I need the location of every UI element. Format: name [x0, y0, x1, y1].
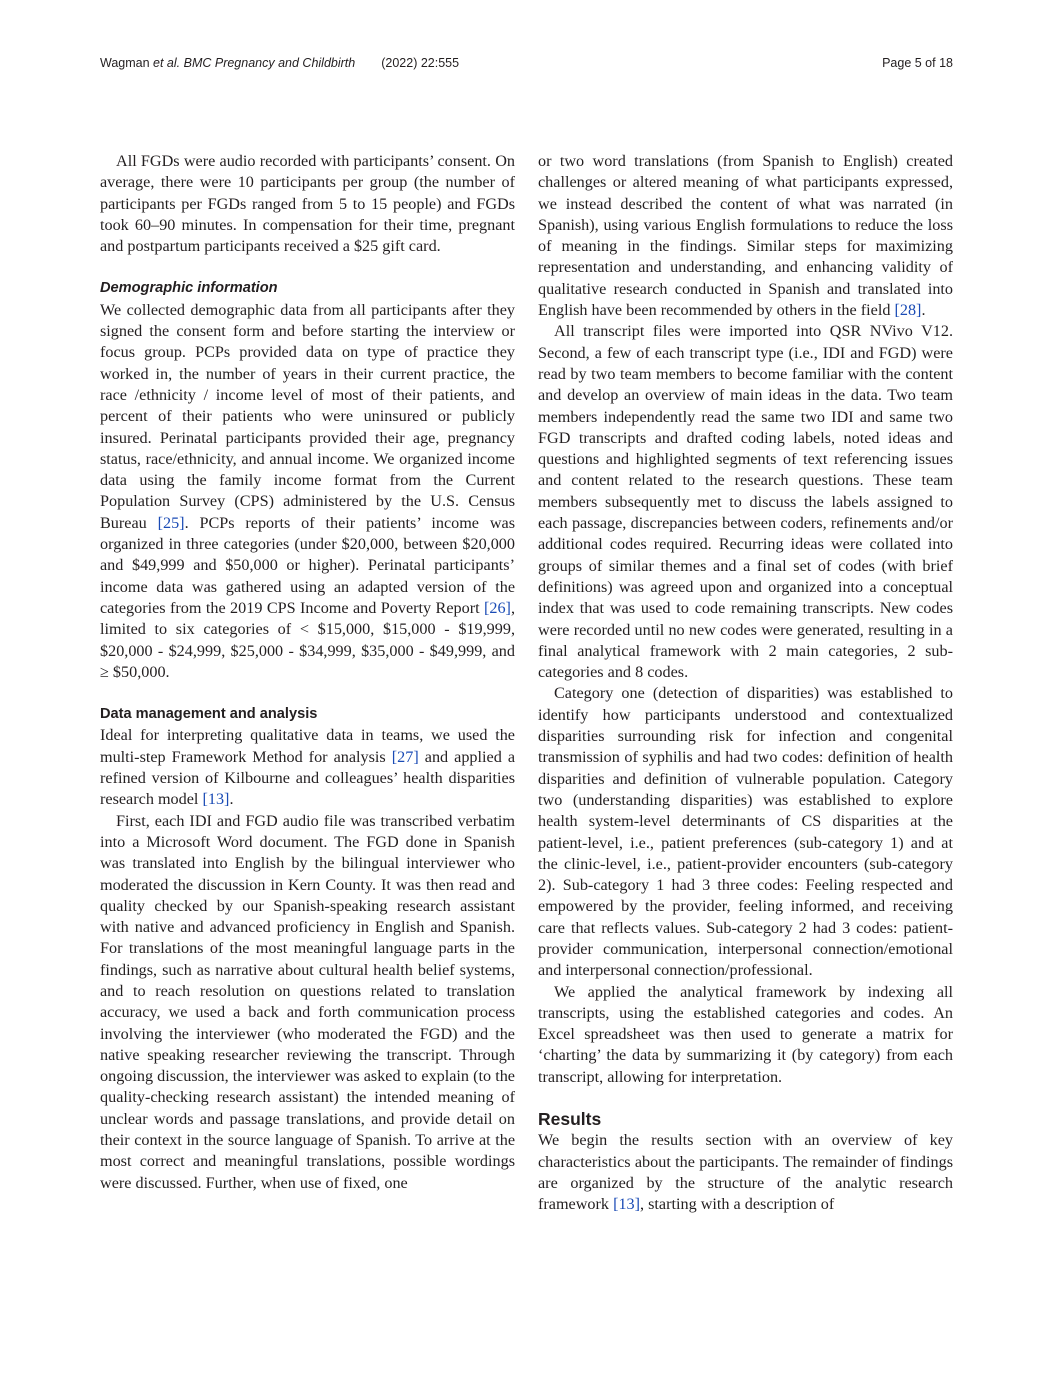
year-volume: (2022) 22:555 — [381, 56, 460, 70]
right-column — [538, 151, 953, 1216]
heading-demographic-information: Demographic information — [100, 280, 278, 297]
paragraph-results-intro: We begin the results section with an overview of key characteristics about the participants. The remainder of findings are organized by the structure of the analytic research framework [13], starting with a description of — [538, 1131, 953, 1214]
page-number: Page 5 of 18 — [882, 56, 953, 70]
citation-link-26[interactable]: [26] — [483, 598, 511, 617]
citation-link-13-results[interactable]: [13] — [613, 1195, 641, 1214]
running-header — [100, 56, 953, 76]
paragraph-demographic: We collected demographic data from all participants after they signed the consent form and before starting the interview or focus group. PCPs provided data on type of practice they worked in, the number of years in their current practice, the race /ethnicity / income level of most of their patients, and percent of their patients who were uninsured or publicly insured. Perinatal participants provided their age, pregnancy status, race/ethnicity, and annual income. We organized income data using the family income format from the Current Population Survey (CPS) administered by the U.S. Census Bureau [25]. PCPs reports of their patients’ income was organized in three categories (under $20,000, between $20,000 and $49,999 and $50,000 or higher). Perinatal participants’ income data was gathered using an adapted version of the categories from the 2019 CPS Income and Poverty Report [26], limited to six categories of < $15,000, $15,000 - $19,999, $20,000 - $24,999, $25,000 - $34,999, $35,000 - $49,999, and ≥ $50,000. — [100, 300, 516, 681]
author-name: Wagman — [100, 56, 154, 70]
citation-link-25[interactable]: [25] — [157, 513, 185, 532]
journal-citation — [100, 56, 459, 70]
citation-link-28[interactable]: [28] — [894, 301, 922, 320]
paragraph-analytical-framework: We applied the analytical framework by indexing all transcripts, using the established categories and codes. An Excel spreadsheet was then used to generate a matrix for ‘charting’ the data by summarizing it (by category) from each transcript, allowing for interpretation. — [538, 982, 953, 1086]
paragraph-transcription: First, each IDI and FGD audio file was transcribed verbatim into a Microsoft Word document. The FGD done in Spanish was translated into English by the bilingual interviewer who moderated the discussion in Kern County. It was then read and quality checked by our Spanish-speaking research assistant with native and advanced proficiency in English and Spanish. For translations of the most meaningful language parts in the findings, such as narrative about cultural health belief systems, and to reach resolution on questions related to translation accuracy, we used a back and forth communication process involving the interviewer (who moderated the FGD) and the native speaking researcher reviewing the transcript. Through ongoing discussion, the interviewer was asked to explain (to the quality-checking research assistant) the intended meaning of unclear words and passage translations, and provide detail on their context in the source language of Spanish. To arrive at the most correct and meaningful translations, possible wordings were discussed. Further, when use of fixed, one — [100, 811, 515, 1192]
heading-data-management: Data management and analysis — [100, 706, 318, 723]
paragraph-categories: Category one (detection of disparities) was established to identify how participants understood and contextualized disparities surrounding risk for infection and congenital transmission of syphilis and had two codes: definition of health disparities and definition of vulnerable population. Category two (understanding disparities) was established to explore health system-level determinants of CS disparities at the patient-level, i.e., patient preferences (sub-category 1) and at the clinic-level, i.e., patient-provider encounters (sub-category 2). Sub-category 1 had 3 three codes: Feeling respected and empowered by the provider, feeling informed, and receiving care that reflects values. Sub-category 2 had 3 codes: patient-provider communication, interpersonal connection/emotional and interpersonal connection/professional. — [538, 684, 953, 980]
left-column — [100, 151, 515, 1194]
heading-results: Results — [538, 1109, 602, 1130]
paragraph-translation: or two word translations (from Spanish to English) created challenges or altered meaning of what participants expressed, we instead described the content of what was narrated (in Spanish), using various English formulations to reduce the loss of meaning in the findings. Similar steps for maximizing representation and understanding, and enhancing validity of qualitative research conducted in Spanish and translated into English have been recommended by others in the field [28]. — [538, 152, 953, 320]
paragraph-nvivo: All transcript files were imported into QSR NVivo V12. Second, a few of each transcript type (i.e., IDI and FGD) were read by two team members to become familiar with the content and develop an overview of main ideas in the data. Two team members independently read the same two IDI and same two FGD transcripts and drafted coding labels, noted ideas and questions and highlighted segments of text referencing issues and content related to the research questions. These team members subsequently met to discuss the labels assigned to each passage, discrepancies between coders, refinements and/or additional codes required. Recurring ideas were collated into groups of similar themes and a final set of codes (with brief definitions) was agreed upon and organized into a conceptual index that was used to code remaining transcripts. New codes were recorded until no new codes were generated, resulting in a final analytical framework with 2 main categories, 2 sub-categories and 8 codes. — [538, 322, 953, 682]
citation-link-13[interactable]: [13] — [202, 790, 230, 809]
paragraph-framework-method: Ideal for interpreting qualitative data in teams, we used the multi-step Framework Method for analysis [27] and applied a refined version of Kilbourne and colleagues’ health disparities research model [13]. — [100, 726, 516, 809]
citation-link-27[interactable]: [27] — [391, 747, 419, 766]
journal-name: et al. BMC Pregnancy and Childbirth — [153, 56, 356, 70]
paragraph-fgd-recording: All FGDs were audio recorded with participants’ consent. On average, there were 10 participants per group (the number of participants per FGDs ranged from 5 to 15 people) and FGDs took 60–90 minutes. In compensation for their time, pregnant and postpartum participants received a $25 gift card. — [100, 152, 515, 256]
